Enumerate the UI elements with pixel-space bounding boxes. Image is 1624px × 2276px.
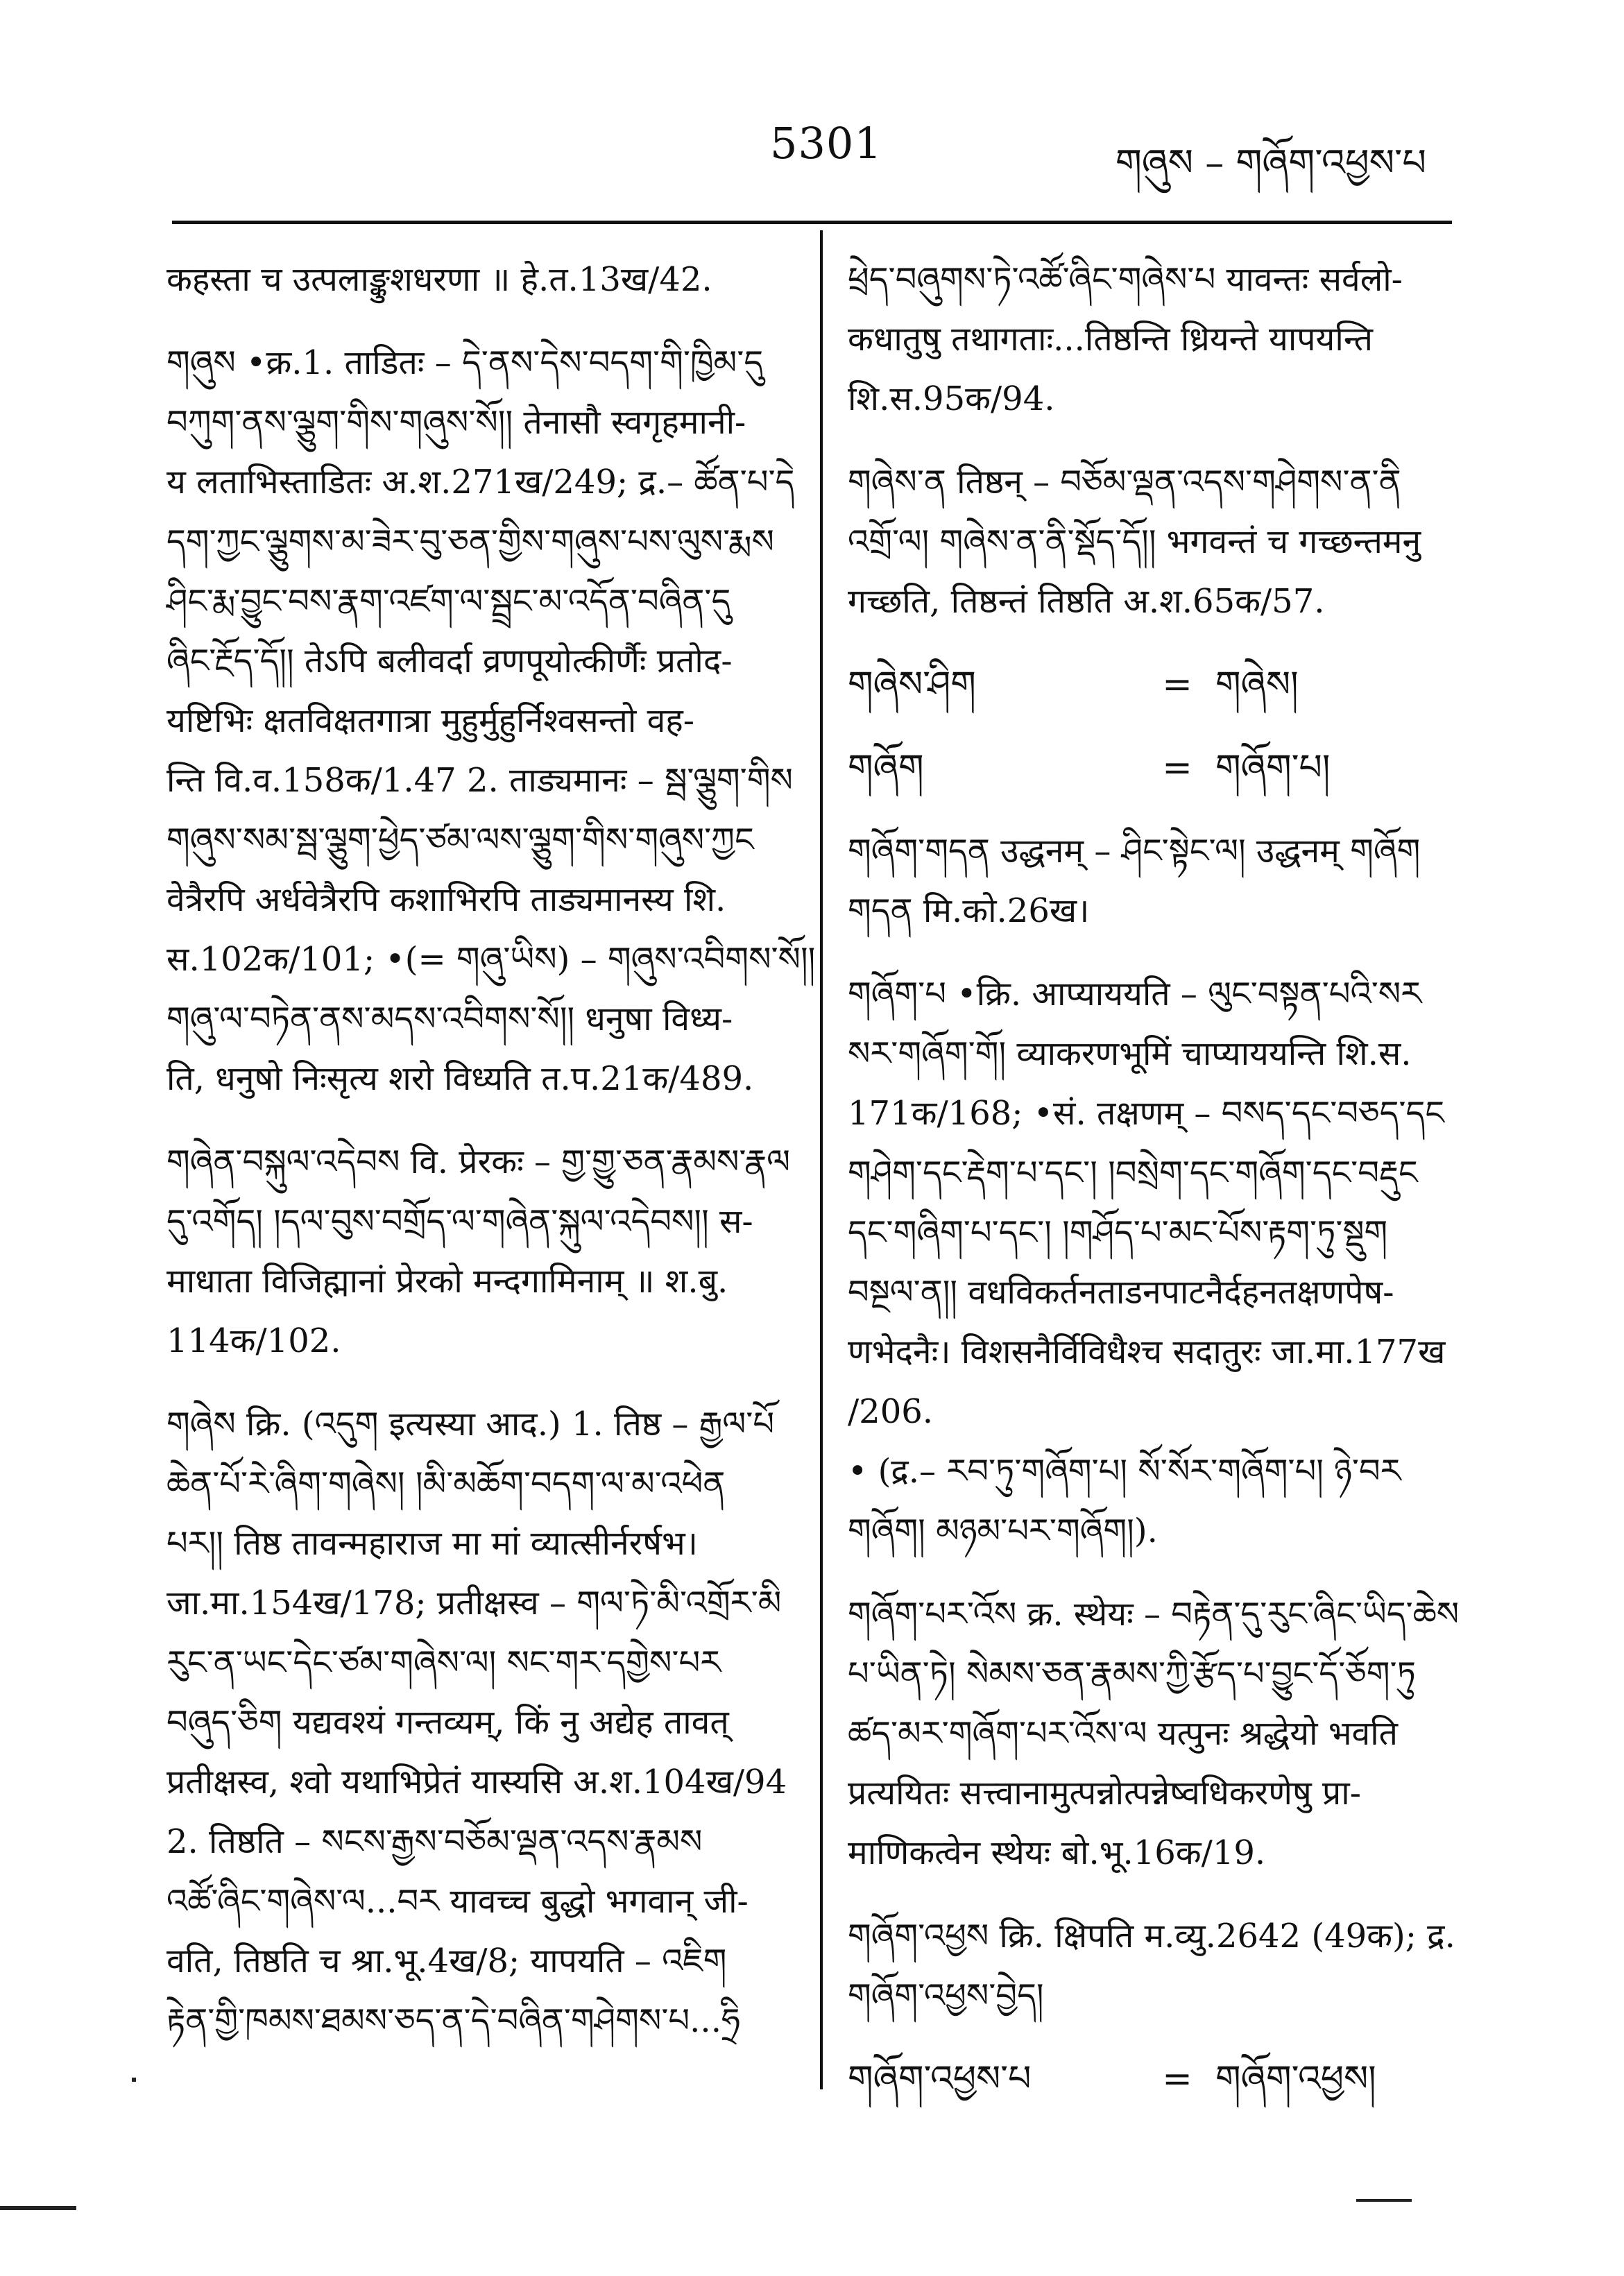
reference-target: གཞེས། [1215, 664, 1299, 705]
dictionary-entry [166, 1394, 794, 2051]
equals-sign: = [1162, 2058, 1193, 2100]
dictionary-entry [166, 250, 794, 309]
entry-line: यष्टिभिः क्षतविक्षतगात्रा मुहुर्मुहुर्निश्वसन्तो वह- [166, 701, 694, 740]
entry-line: འགྲོ་ལ། གཞེས་ན་ནི་སྡོད་དོ།། भगवन्तं च गच्छन्तमनु [848, 522, 1421, 561]
entry-line: माधाता विजिह्मानां प्रेरको मन्दगामिनाम् ॥ श.बु. [166, 1262, 728, 1301]
entry-line: ཤིང་རྨ་བྱུང་བས་རྣག་འཛག་ལ་སྦྲང་མ་འདོན་བཞིན་དུ [166, 582, 731, 621]
entry-line: स.102क/101; •(= གཞུ་ཡིས) – གཞུས་འབིགས་སོ།། [166, 940, 816, 979]
entry-line: འཚོ་ཞིང་གཞེས་ལ...བར यावच्च बुद्धो भगवान् जी- [166, 1882, 749, 1921]
entry-first-line: གཞེན་བསྐུལ་འདེབས वि. प्रेरकः – གྱ་གྱུ་ཅན་རྣམས་རྣལ [166, 1143, 790, 1181]
entry-line: प्रत्ययितः सत्त्वानामुत्पन्नोत्पन्नेष्वधिकरणेषु प्रा- [848, 1774, 1361, 1813]
entry-line: བཞུད་ཅིག यद्यवश्यं गन्तव्यम्, किं नु अद्येह तावत् [166, 1703, 729, 1742]
entry-line: དུ་འགོད། །དལ་བུས་བགྲོད་ལ་གཞེན་སྐུལ་འདེབས།། स- [166, 1202, 753, 1241]
dictionary-entry [848, 821, 1458, 941]
entry-line: • (द्र.– རབ་ཏུ་གཞོག་པ། སོ་སོར་གཞོག་པ། ཉེ་བར [848, 1452, 1401, 1491]
entry-first-line: ཕྲེད་བཞུགས་ཏེ་འཚོ་ཞིང་གཞེས་པ यावन्तः सर्वलो- [848, 260, 1403, 299]
entry-line: དག་ཀྱང་ལྕུགས་མ་ཟེར་བུ་ཅན་གྱིས་གཞུས་པས་ལུས་རྨས [166, 522, 774, 561]
cross-reference-entry [848, 738, 1458, 798]
entry-first-line: कहस्ता च उत्पलाङ्कुशधरणा ॥ हे.त.13ख/42. [166, 260, 712, 299]
headword: གཞོག་འཕྱས་པ [848, 2058, 1032, 2100]
entry-line: न्ति वि.व.158क/1.47 2. ताड्यमानः – སྦ་ལྕུག་གིས [166, 761, 793, 800]
entry-line: णभेदनैः। विशसनैर्विविधैश्च सदातुरः जा.मा.177ख [848, 1333, 1446, 1371]
entry-line: གཞུས་སམ་སྦ་ལྕུག་ཕྱེད་ཙམ་ལས་ལྕུག་གིས་གཞུས་ཀྱང [166, 821, 754, 859]
entry-first-line: གཞེས क्रि. (འདུག इत्यस्या आद.) 1. तिष्ठ – རྒྱལ་པོ [166, 1405, 775, 1444]
entry-line: वेत्रैरपि अर्धवेत्रैरपि कशाभिरपि ताड्यमानस्य शि. [166, 880, 726, 919]
reference-target: གཞོག་འཕྱས། [1215, 2058, 1376, 2100]
entry-line: བཀུག་ནས་ལྕུག་གིས་གཞུས་སོ།། तेनासौ स्वगृहमानी- [166, 403, 746, 442]
entry-line: गच्छति, तिष्ठन्तं तिष्ठति अ.श.65क/57. [848, 582, 1325, 621]
entry-line: वति, तिष्ठति च श्रा.भू.4ख/8; यापयति – འཇིག [166, 1942, 727, 1980]
entry-line: རུང་ན་ཡང་དེང་ཙམ་གཞེས་ལ། སང་གར་དགྱེས་པར [166, 1643, 721, 1682]
right-column [848, 250, 1458, 2132]
entry-first-line: གཞོག་པར་འོས क्र. स्थेयः – བརྟེན་དུ་རུང་ཞིང་ཡིད་ཆེས [848, 1595, 1460, 1634]
entry-line: ཆེན་པོ་རེ་ཞིག་གཞེས། །མི་མཆོག་བདག་ལ་མ་འཕེན [166, 1464, 726, 1503]
entry-line: 2. तिष्ठति – སངས་རྒྱས་བཅོམ་ལྡན་འདས་རྣམས [166, 1822, 703, 1861]
column-divider [820, 230, 823, 2089]
entry-first-line: གཞོག་གདན उद्धनम् – ཤིང་སྟེང་ལ། उद्धनम् གཞོག [848, 832, 1421, 871]
cross-reference-entry [848, 655, 1458, 715]
entry-line: སར་གཞོག་གོ། व्याकरणभूमिं चाप्याययन्ति शि.स. [848, 1034, 1412, 1073]
reference-target: གཞོག་པ། [1215, 747, 1331, 789]
scan-mark [1356, 2199, 1412, 2202]
dictionary-entry [848, 1584, 1458, 1883]
entry-line: དང་གཞིག་པ་དང་། །གཤོད་པ་མང་པོས་རྟག་ཏུ་སྡུག [848, 1213, 1388, 1252]
entry-line: य लताभिस्ताडितः अ.श.271ख/249; द्र.– ཚོན་པ་དེ [166, 463, 795, 502]
entry-line: ति, धनुषो निःसृत्य शरो विध्यति त.प.21क/489. [166, 1059, 754, 1098]
headword: གཞེས་ཤིག [848, 664, 976, 705]
entry-line: ཞིང་རྔོད་དོ།། तेऽपि बलीवर्दा व्रणपूयोत्कीर्णैः प्रतोद- [166, 642, 733, 681]
entry-first-line: གཞེས་ན तिष्ठन् – བཅོམ་ལྡན་འདས་གཤེགས་ན་ནི [848, 463, 1401, 502]
dictionary-entry [848, 250, 1458, 429]
entry-line: གཤེག་དང་རྡེག་པ་དང་། །བསྲེག་དང་གཞོག་དང་བརྡུང [848, 1154, 1418, 1192]
entry-line: कधातुषु तथागताः...तिष्ठन्ति ध्रियन्ते यापयन्ति [848, 320, 1373, 359]
dictionary-entry [848, 964, 1458, 1561]
entry-line: བསྔལ་ན།། वधविकर्तनताडनपाटनैर्दहनतक्षणपेष- [848, 1273, 1394, 1312]
entry-first-line: གཞུས •क्र.1. ताडितः – དེ་ནས་དེས་བདག་གི་ཁྱིམ་དུ [166, 343, 764, 382]
page-number: 5301 [770, 118, 882, 169]
entry-line: जा.मा.154ख/178; प्रतीक्षस्व – གལ་ཏེ་མི་འགྲོར་མི [166, 1584, 782, 1623]
entry-line: शि.स.95क/94. [848, 379, 1055, 418]
entry-first-line: གཞོག་འཕྱས क्रि. क्षिपति म.व्यु.2642 (49क); द्र. [848, 1917, 1455, 1956]
header-rule [172, 221, 1452, 224]
entry-line: 171क/168; •सं. तक्षणम् – བསད་དང་བཅད་དང [848, 1094, 1444, 1133]
cross-reference-entry [848, 2049, 1458, 2109]
dictionary-entry [848, 452, 1458, 631]
left-column [166, 250, 816, 2074]
dictionary-entry [166, 333, 816, 1109]
running-head: གཞུས – གཞོག་འཕྱས་པ [1115, 141, 1426, 185]
entry-line: 114क/102. [166, 1321, 341, 1360]
equals-sign: = [1162, 747, 1193, 789]
entry-line: གཞུ་ལ་བཏེན་ནས་མདས་འབིགས་སོ།། धनुषा विध्य- [166, 1000, 733, 1038]
entry-line: རྟེན་གྱི་ཁམས་ཐམས་ཅད་ན་དེ་བཞིན་གཤེགས་པ...ཧྲི [166, 2001, 740, 2040]
dictionary-entry [848, 1906, 1458, 2026]
equals-sign: = [1162, 664, 1193, 705]
entry-line: प्रतीक्षस्व, श्वो यथाभिप्रेतं यास्यसि अ.श.104ख/94 [166, 1763, 787, 1802]
entry-first-line: གཞོག་པ •क्रि. आप्याययति – ལུང་བསྟན་པའི་སར [848, 975, 1422, 1013]
entry-line: གདན मि.को.26ख। [848, 891, 1090, 930]
page-header [0, 111, 1624, 187]
entry-line: པ་ཡིན་ཏེ། སེམས་ཅན་རྣམས་ཀྱི་རྩོད་པ་བྱུང་དོ་ཅོག་ཏུ [848, 1654, 1416, 1693]
entry-line: པར།། तिष्ठ तावन्महाराज मा मां व्यात्सीर्नरर्षभ। [166, 1524, 698, 1563]
scan-mark [132, 2078, 136, 2082]
entry-line: གཞོག། མཉམ་པར་གཞོག།). [848, 1512, 1158, 1550]
dictionary-entry [166, 1132, 794, 1371]
entry-line: གཞོག་འཕྱས་བྱེད། [848, 1976, 1044, 2015]
entry-line: माणिकत्वेन स्थेयः बो.भू.16क/19. [848, 1833, 1266, 1872]
scan-mark [0, 2206, 76, 2210]
entry-line: ཚད་མར་གཞོག་པར་འོས་ལ यत्पुनः श्रद्धेयो भवति [848, 1714, 1399, 1753]
headword: གཞོག [848, 747, 924, 789]
entry-line: /206. [848, 1392, 934, 1431]
